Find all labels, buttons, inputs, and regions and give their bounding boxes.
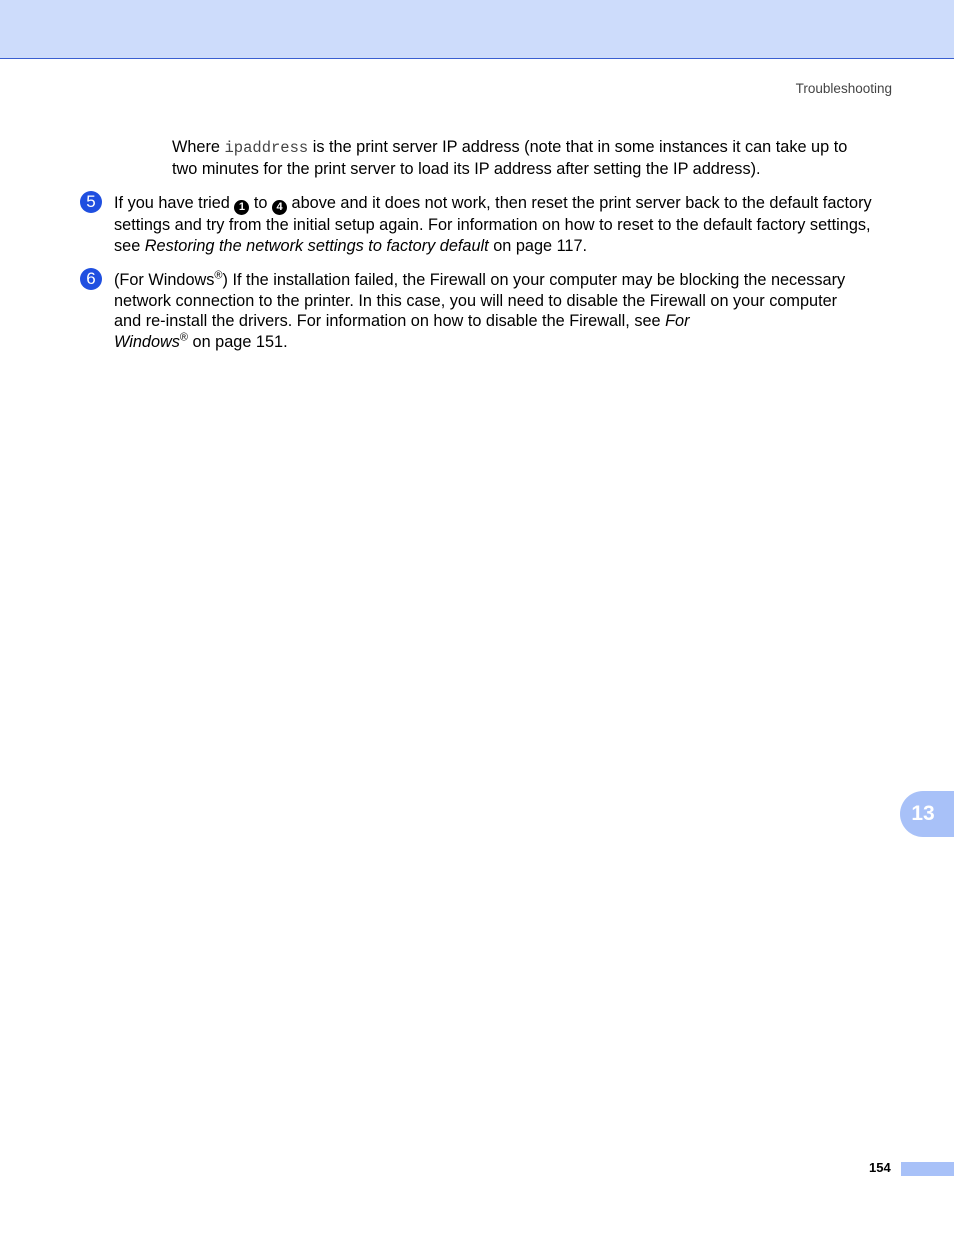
step-5-badge: 5 xyxy=(80,191,102,213)
ipaddress-code: ipaddress xyxy=(224,139,309,157)
step-5-text: If you have tried xyxy=(114,194,235,212)
section-title: Troubleshooting xyxy=(795,81,892,96)
step-6-page-ref: on page 151. xyxy=(188,332,288,351)
step-5-line2: settings and try from the initial setup again. For information on how to reset to the default factory settings, xyxy=(114,216,871,234)
intro-text: Where xyxy=(172,138,225,156)
registered-mark: ® xyxy=(214,269,223,282)
page-number-bar xyxy=(901,1162,954,1176)
page-number: 154 xyxy=(869,1160,891,1175)
link-for-windows[interactable]: For xyxy=(665,312,690,330)
chapter-tab[interactable]: 13 xyxy=(900,791,954,837)
intro-text-line2: two minutes for the print server to load its IP address after setting the IP address). xyxy=(172,159,761,178)
step-6-line2: network connection to the printer. In this case, you will need to disable the Firewall on your computer xyxy=(114,291,838,310)
step-6-text-cont: ) If the installation failed, the Firewall on your computer may be blocking the necessary xyxy=(222,271,846,289)
step-5-text-to: to xyxy=(249,194,273,212)
step-6-paragraph xyxy=(114,270,904,352)
step-5-paragraph xyxy=(114,193,904,256)
intro-paragraph xyxy=(172,137,902,179)
link-for-windows-cont[interactable]: Windows xyxy=(114,332,180,351)
step-6-badge: 6 xyxy=(80,268,102,290)
step-5-line3: see xyxy=(114,236,145,255)
step-5-text-cont: above and it does not work, then reset the print server back to the default factory xyxy=(287,194,872,212)
registered-mark-2: ® xyxy=(179,331,189,344)
step-6-line3: and re-install the drivers. For information on how to disable the Firewall, see xyxy=(114,312,666,330)
step-6-text: (For Windows xyxy=(114,271,215,289)
step-5-page-ref: on page 117. xyxy=(488,236,588,255)
header-band xyxy=(0,0,954,59)
link-restoring-factory-default[interactable]: Restoring the network settings to factory default xyxy=(144,236,489,255)
step-ref-1-icon: 1 xyxy=(234,200,249,215)
intro-text-rest: is the print server IP address (note that in some instances it can take up to xyxy=(308,138,848,156)
step-ref-4-icon: 4 xyxy=(272,200,287,215)
